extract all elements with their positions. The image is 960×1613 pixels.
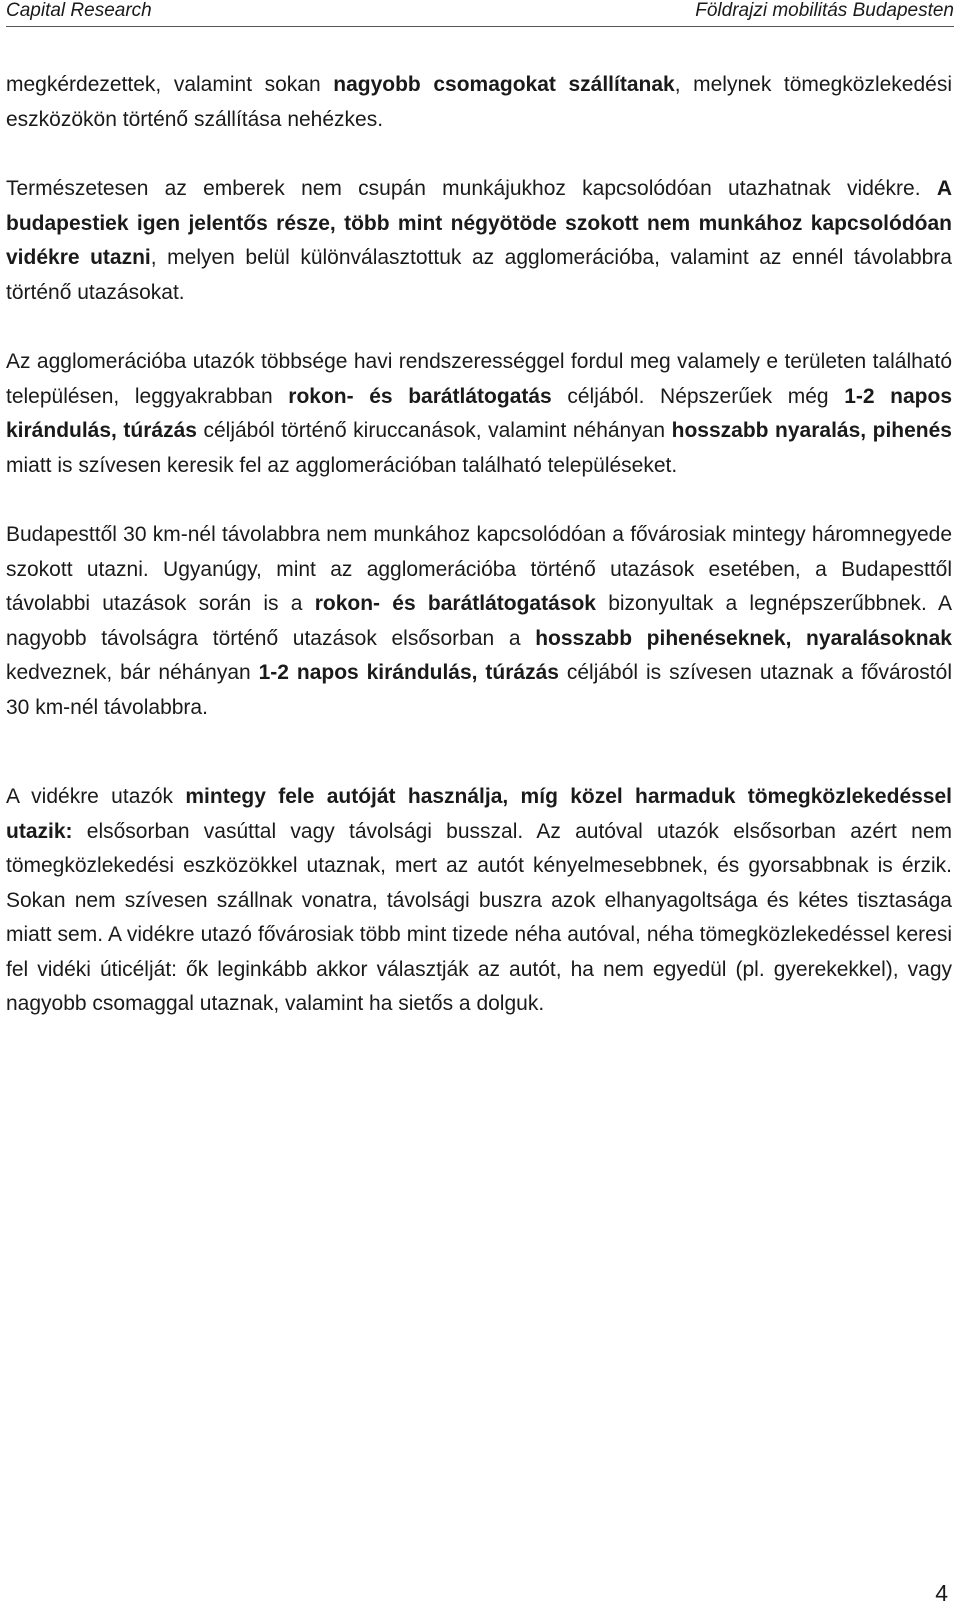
bold-text-run: A budapestiek igen jelentős része, több mint négyötöde szokott nem munkához kapcsolódóan vidékre utazni <box>6 177 952 269</box>
text-run: Budapesttől 30 km-nél távolabbra nem munkához kapcsolódóan a fővárosiak mintegy háromnegyede szokott utazni. Ugyanúgy, mint az agglomerációba történő utazások esetében, a Budapesttől távolabbi utazások során is a <box>6 523 952 615</box>
document-body <box>6 68 952 1057</box>
text-run: megkérdezettek, valamint sokan <box>6 73 334 96</box>
text-run: kedveznek, bár néhányan <box>6 661 259 684</box>
text-run: miatt is szívesen keresik fel az agglomerációban található településeket. <box>6 453 678 477</box>
page-number: 4 <box>935 1580 948 1606</box>
bold-text-run: rokon- és barátlátogatás <box>288 384 552 408</box>
page-header <box>6 0 954 27</box>
text-run: céljából. Népszerűek még <box>551 384 845 408</box>
text-run: , melynek tömegközlekedési eszközökön történő szállítása nehézkes. <box>6 73 953 131</box>
paragraph-3 <box>6 345 952 483</box>
text-run: A vidékre utazók <box>6 785 186 808</box>
bold-text-run: mintegy fele autóját használja, míg közel harmaduk tömegközlekedéssel utazik: <box>6 785 952 843</box>
paragraph-1 <box>6 68 952 137</box>
text-run: céljából történő kiruccanások, valamint néhányan <box>196 419 672 442</box>
text-run: Az agglomerációba utazók többsége havi rendszerességgel fordul meg valamely e területen található településen, leggyakrabban <box>6 350 952 408</box>
bold-text-run: 1-2 napos kirándulás, túrázás <box>258 661 559 684</box>
bold-text-run: nagyobb csomagokat szállítanak <box>333 73 675 96</box>
paragraph-4 <box>6 518 952 725</box>
bold-text-run: hosszabb nyaralás, pihenés <box>671 419 952 442</box>
bold-text-run: 1-2 napos kirándulás, túrázás <box>6 384 952 442</box>
paragraph-2 <box>6 172 952 310</box>
text-run: céljából is szívesen utaznak a fővárostól 30 km-nél távolabbra. <box>6 661 952 719</box>
bold-text-run: hosszabb pihenéseknek, nyaralásoknak <box>535 626 952 650</box>
text-run: , melyen belül különválasztottuk az agglomerációba, valamint az ennél távolabbra történő utazásokat. <box>6 246 952 304</box>
bold-text-run: rokon- és barátlátogatások <box>314 592 596 615</box>
text-run: bizonyultak a legnépszerűbbnek. A nagyobb távolságra történő utazások elsősorban a <box>6 592 952 650</box>
paragraph-5 <box>6 780 952 1022</box>
header-publisher: Capital Research <box>6 0 152 21</box>
header-title: Földrajzi mobilitás Budapesten <box>695 0 954 21</box>
text-run: Természetesen az emberek nem csupán munkájukhoz kapcsolódóan utazhatnak vidékre. <box>6 177 937 200</box>
text-run: elsősorban vasúttal vagy távolsági busszal. Az autóval utazók elsősorban azért nem tömegközlekedési eszközökkel utaznak, mert az autót kényelmesebbnek, és gyorsabbnak is érzik. Sokan nem szívesen szállnak vonatra, távolsági buszra azok elhanyagoltsága és kétes tisztasága miatt sem. A vidékre utazó fővárosiak több mint tizede néha autóval, néha tömegközlekedéssel keresi fel vidéki úticélját: ők leginkább akkor választják az autót, ha nem egyedül (pl. gyerekekkel), vagy nagyobb csomaggal utaznak, valamint ha sietős a dolguk. <box>6 819 952 1015</box>
